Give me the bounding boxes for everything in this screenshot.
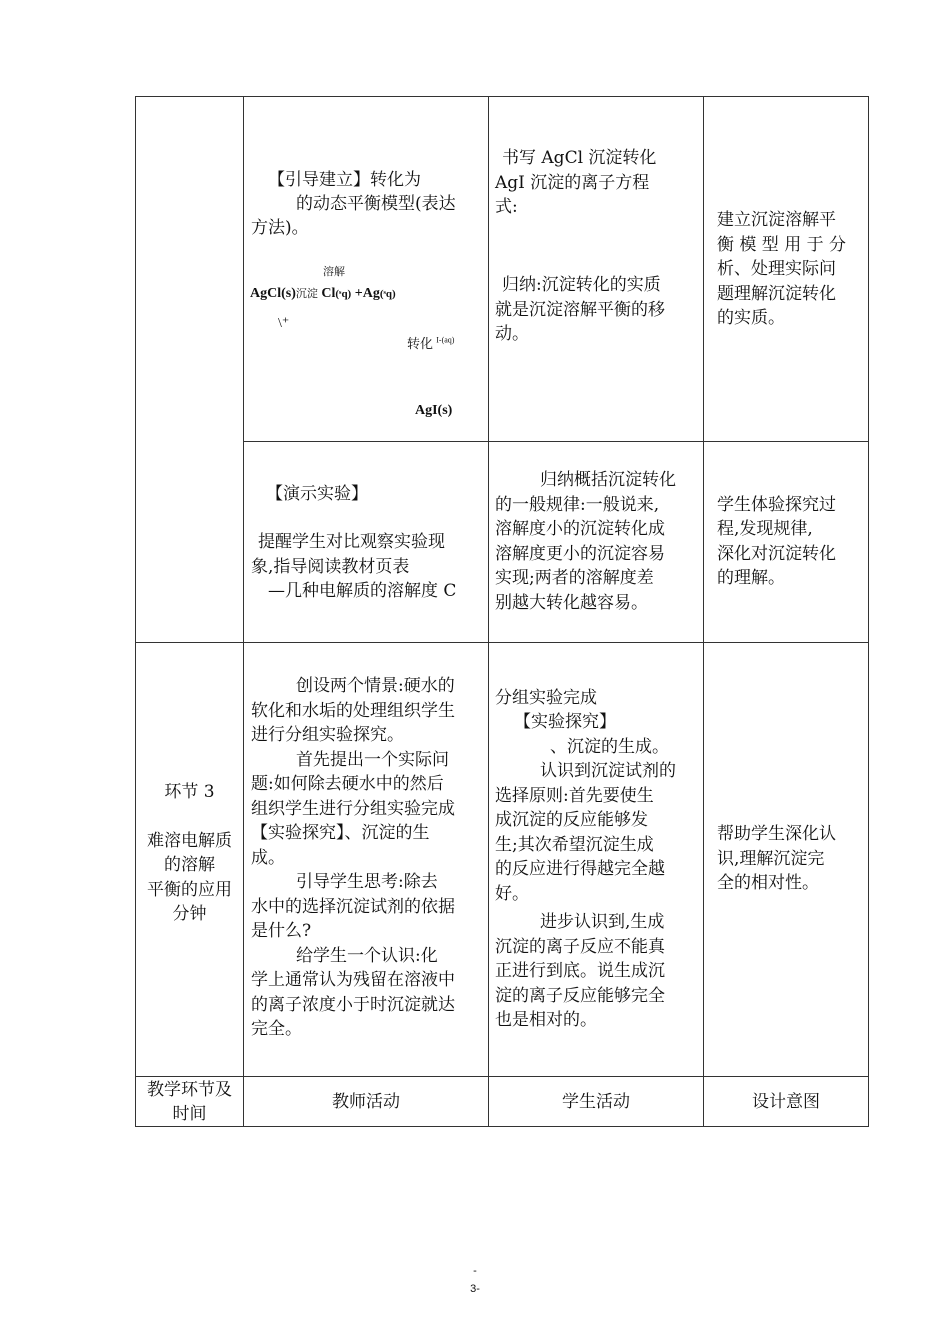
- teacher-cell-row1: [243, 96, 489, 442]
- row1-intent-line-3: 析、处理实际问: [717, 259, 836, 279]
- row1-teacher-intro-1: 【引导建立】转化为: [268, 170, 421, 190]
- row3-teacher-line-6: 组织学生进行分组实验完成: [251, 799, 455, 819]
- row3-student-line-2: 【实验探究】: [514, 712, 616, 732]
- row3-teacher-line-5: 题:如何除去硬水中的然后: [251, 774, 444, 794]
- row3-teacher-line-13: 学上通常认为残留在溶液中: [251, 970, 455, 990]
- row3-teacher-line-3: 进行分组实验探究。: [251, 725, 404, 745]
- row2-student-line-6: 别越大转化越容易。: [495, 593, 648, 613]
- row3-teacher-line-10: 水中的选择沉淀试剂的依据: [251, 897, 455, 917]
- row3-teacher-line-2: 软化和水垢的处理组织学生: [251, 701, 455, 721]
- row3-student-line-1: 分组实验完成: [495, 688, 597, 708]
- equation-iodide: I-(aq): [436, 335, 455, 345]
- row3-intent-line-2: 识,理解沉淀完: [717, 849, 825, 869]
- row2-intent-line-2: 程,发现规律,: [717, 519, 813, 539]
- row3-teacher-line-8: 成。: [251, 848, 285, 868]
- stage-cell-top: [135, 96, 244, 643]
- row3-intent-line-1: 帮助学生深化认: [717, 824, 836, 844]
- row2-intent-line-1: 学生体验探究过: [717, 495, 836, 515]
- row2-student-line-1: 归纳概括沉淀转化: [540, 470, 676, 490]
- header-teacher: 教师活动: [332, 1092, 400, 1112]
- row3-student-line-10: 进步认识到,生成: [540, 912, 665, 932]
- row3-student-line-5: 选择原则:首先要使生: [495, 786, 654, 806]
- row1-intent-line-2: 衡 模 型 用 于 分: [717, 235, 847, 255]
- equation-silver: +Ag: [354, 286, 380, 301]
- row3-student-line-12: 正进行到底。说生成沉: [495, 961, 665, 981]
- page-number: 3-: [470, 1283, 480, 1295]
- row1-student-line-1: 书写 AgCl 沉淀转化: [502, 148, 657, 168]
- equation-aq-1: (ˢq): [335, 288, 352, 300]
- row3-stage-line-2: 难溶电解质: [147, 831, 232, 851]
- header-intent: 设计意图: [752, 1092, 820, 1112]
- row1-teacher-intro-2: 的动态平衡模型(表达: [296, 194, 456, 214]
- row3-teacher-line-7: 【实验探究】、沉淀的生: [251, 823, 430, 843]
- row3-stage-line-5: 分钟: [172, 904, 207, 924]
- row3-student-line-7: 生;其次希望沉淀生成: [495, 835, 654, 855]
- row2-student-line-4: 溶解度更小的沉淀容易: [495, 544, 665, 564]
- row3-stage-line-1: 环节 3: [164, 782, 215, 802]
- row2-teacher-title: 【演示实验】: [266, 484, 368, 504]
- equation-label-precip: 沉淀: [295, 288, 318, 300]
- row2-teacher-line-2: 象,指导阅读教材页表: [251, 557, 410, 577]
- row2-student-line-3: 溶解度小的沉淀转化成: [495, 519, 665, 539]
- equation-reactant: AgCl(s): [250, 286, 296, 301]
- equation-label-transform: 转化: [407, 336, 434, 351]
- header-stage-line-2: 时间: [172, 1104, 207, 1124]
- row1-teacher-intro-3: 方法)。: [251, 218, 309, 238]
- row3-student-line-13: 淀的离子反应能够完全: [495, 986, 665, 1006]
- row2-intent-line-3: 深化对沉淀转化: [717, 544, 836, 564]
- row3-stage-line-4: 平衡的应用: [147, 880, 232, 900]
- row2-student-line-2: 的一般规律:一般说来,: [495, 495, 660, 515]
- row3-intent-line-3: 全的相对性。: [717, 873, 819, 893]
- row2-teacher-line-1: 提醒学生对比观察实验现: [258, 532, 445, 552]
- equation-product: AgI(s): [415, 403, 453, 418]
- row2-student-line-5: 实现;两者的溶解度差: [495, 568, 654, 588]
- equation-aq-2: (ˢq): [379, 288, 396, 300]
- equation-arrow: \⁺: [278, 316, 290, 331]
- row2-teacher-line-3: —几种电解质的溶解度 C: [268, 581, 457, 601]
- row1-student-summary-2: 就是沉淀溶解平衡的移: [495, 300, 665, 320]
- row3-teacher-line-1: 创设两个情景:硬水的: [296, 676, 455, 696]
- row3-teacher-line-11: 是什么?: [251, 921, 312, 941]
- row3-teacher-line-9: 引导学生思考:除去: [296, 872, 438, 892]
- row1-intent-line-4: 题理解沉淀转化: [717, 284, 836, 304]
- row1-intent-line-5: 的实质。: [717, 308, 785, 328]
- header-student: 学生活动: [562, 1092, 630, 1112]
- row3-student-line-3: 、沉淀的生成。: [550, 737, 669, 757]
- row3-teacher-line-4: 首先提出一个实际问: [296, 750, 449, 770]
- row3-teacher-line-12: 给学生一个认识:化: [296, 946, 438, 966]
- row3-student-line-8: 的反应进行得越完全越: [495, 859, 665, 879]
- header-stage-line-1: 教学环节及: [147, 1080, 232, 1100]
- page-number-dash: -: [473, 1265, 477, 1277]
- equation-chloride: Cl: [321, 286, 336, 301]
- row1-student-line-3: 式:: [495, 197, 518, 217]
- row3-student-line-11: 沉淀的离子反应不能真: [495, 937, 665, 957]
- row1-student-summary-3: 动。: [495, 324, 529, 344]
- row3-student-line-6: 成沉淀的反应能够发: [495, 810, 648, 830]
- row3-stage-line-3: 的溶解: [164, 855, 215, 875]
- row3-teacher-line-14: 的离子浓度小于时沉淀就达: [251, 995, 455, 1015]
- row3-student-line-9: 好。: [495, 884, 529, 904]
- equation-transform: [407, 333, 454, 352]
- row3-student-line-14: 也是相对的。: [495, 1010, 597, 1030]
- row1-intent-line-1: 建立沉淀溶解平: [717, 210, 836, 230]
- row1-student-summary-1: 归纳:沉淀转化的实质: [502, 275, 661, 295]
- equation-label-dissolve: 溶解: [323, 266, 345, 278]
- row3-student-line-4: 认识到沉淀试剂的: [540, 761, 676, 781]
- row3-teacher-line-15: 完全。: [251, 1019, 302, 1039]
- row1-student-line-2: AgI 沉淀的离子方程: [495, 173, 650, 193]
- equilibrium-equation: [250, 285, 396, 302]
- row2-intent-line-4: 的理解。: [717, 568, 785, 588]
